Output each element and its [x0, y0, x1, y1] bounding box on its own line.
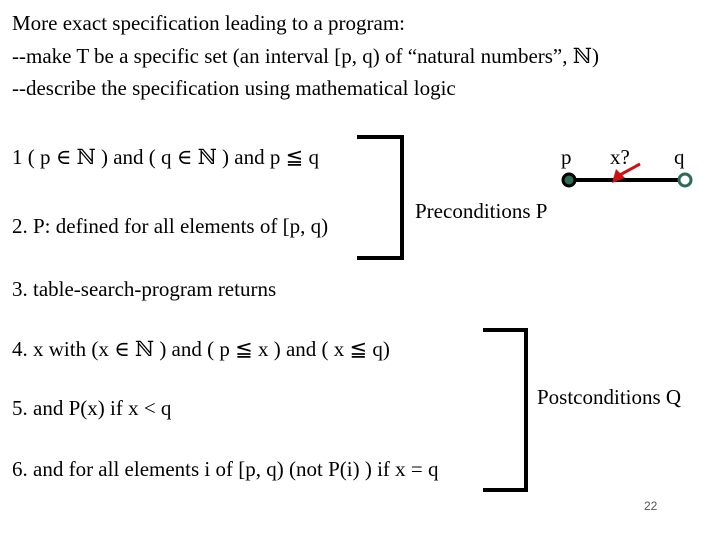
postcondition-item-6: 6. and for all elements i of [p, q) (not P(i) ) if x = q: [12, 457, 439, 481]
precondition-item-1: 1 ( p ∈ ℕ ) and ( q ∈ ℕ ) and p ≦ q: [12, 145, 319, 169]
postcondition-item-5: 5. and P(x) if x < q: [12, 396, 172, 420]
number-line-q-label: q: [674, 145, 685, 169]
intro-line-2: --make T be a specific set (an interval [p, q) of “natural numbers”, ℕ): [12, 44, 599, 68]
intro-line-1: More exact specification leading to a program:: [12, 11, 406, 35]
precondition-item-2: 2. P: defined for all elements of [p, q): [12, 214, 329, 238]
item-3: 3. table-search-program returns: [12, 277, 277, 301]
x-arrow-shaft: [618, 164, 640, 176]
postconditions-label: Postconditions Q: [537, 385, 682, 409]
p-endpoint-dot: [563, 174, 575, 186]
postcondition-item-4: 4. x with (x ∈ ℕ ) and ( p ≦ x ) and ( x ≦ q): [12, 337, 390, 361]
page-number: 22: [644, 499, 658, 513]
number-line-p-label: p: [561, 145, 572, 169]
q-endpoint-dot: [679, 174, 691, 186]
postcondition-bracket: [483, 328, 528, 492]
number-line-x-label: x?: [610, 145, 630, 169]
preconditions-label: Preconditions P: [415, 199, 548, 223]
intro-line-3: --describe the specification using mathematical logic: [12, 76, 456, 100]
